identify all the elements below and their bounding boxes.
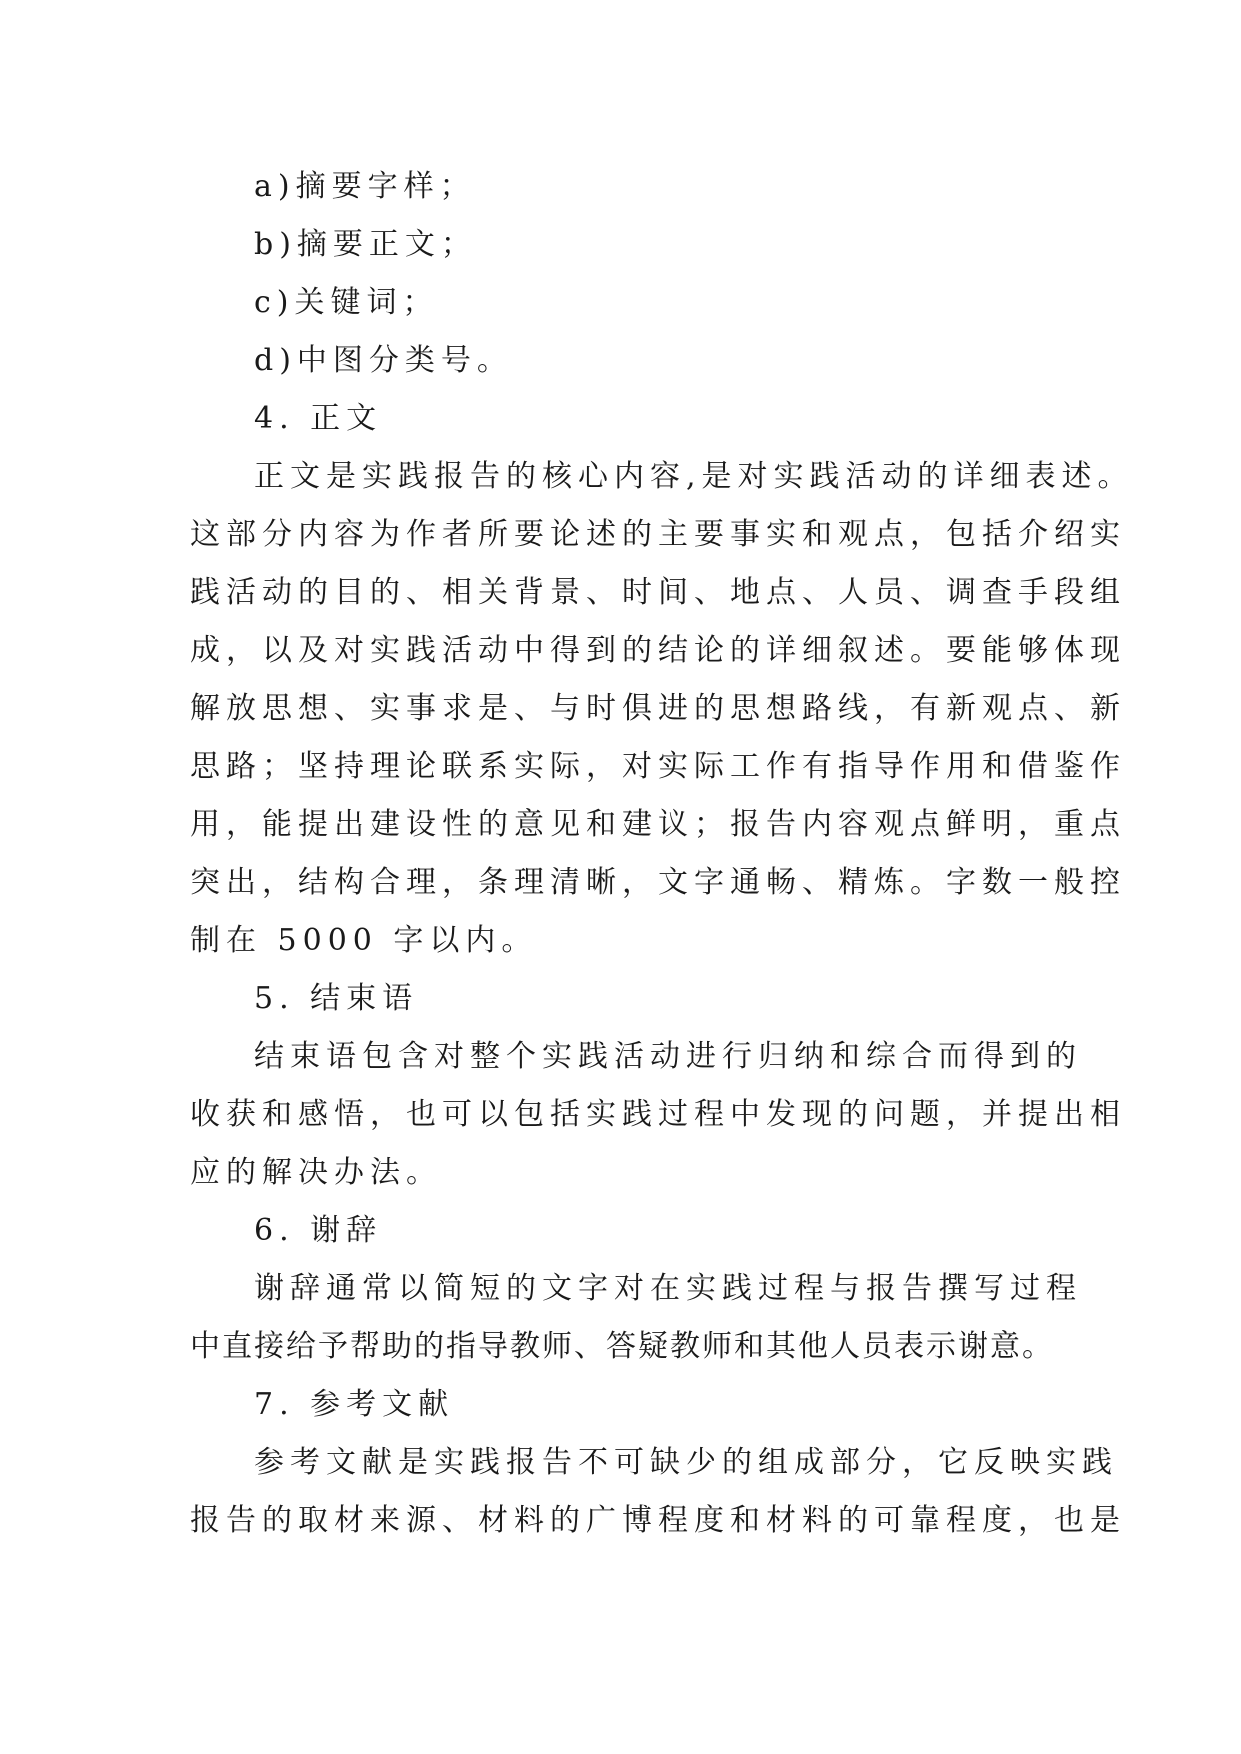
paragraph-line: 应的解决办法。 <box>190 1155 442 1190</box>
paragraph-line: 解放思想、实事求是、与时俱进的思想路线，有新观点、新 <box>190 691 1126 726</box>
list-item-d: d)中图分类号。 <box>254 343 513 378</box>
paragraph-line: 中直接给予帮助的指导教师、答疑教师和其他人员表示谢意。 <box>190 1329 1054 1364</box>
paragraph-line: 突出，结构合理，条理清晰，文字通畅、精炼。字数一般控 <box>190 865 1126 900</box>
paragraph-line: 践活动的目的、相关背景、时间、地点、人员、调查手段组 <box>190 575 1126 610</box>
list-item-a: a)摘要字样； <box>254 169 476 204</box>
paragraph-line: 收获和感悟，也可以包括实践过程中发现的问题，并提出相 <box>190 1097 1126 1132</box>
paragraph-line: 用，能提出建设性的意见和建议；报告内容观点鲜明，重点 <box>190 807 1126 842</box>
paragraph-line: 正文是实践报告的核心内容,是对实践活动的详细表述。 <box>254 459 1134 494</box>
paragraph-line: 谢辞通常以简短的文字对在实践过程与报告撰写过程 <box>254 1271 1082 1306</box>
section-heading-references: 7. 参考文献 <box>254 1387 455 1422</box>
list-item-b: b)摘要正文； <box>254 227 477 262</box>
paragraph-line: 成，以及对实践活动中得到的结论的详细叙述。要能够体现 <box>190 633 1126 668</box>
paragraph-line: 参考文献是实践报告不可缺少的组成部分，它反映实践 <box>254 1445 1118 1480</box>
paragraph-line: 结束语包含对整个实践活动进行归纳和综合而得到的 <box>254 1039 1082 1074</box>
paragraph-line: 制在 5000 字以内。 <box>190 923 538 958</box>
list-item-c: c)关键词； <box>254 285 439 320</box>
section-heading-conclusion: 5. 结束语 <box>254 981 419 1016</box>
paragraph-line: 报告的取材来源、材料的广博程度和材料的可靠程度，也是 <box>190 1503 1126 1538</box>
paragraph-line: 这部分内容为作者所要论述的主要事实和观点，包括介绍实 <box>190 517 1126 552</box>
section-heading-acknowledgement: 6. 谢辞 <box>254 1213 383 1248</box>
section-heading-main-text: 4. 正文 <box>254 401 383 436</box>
paragraph-line: 思路；坚持理论联系实际，对实际工作有指导作用和借鉴作 <box>190 749 1126 784</box>
